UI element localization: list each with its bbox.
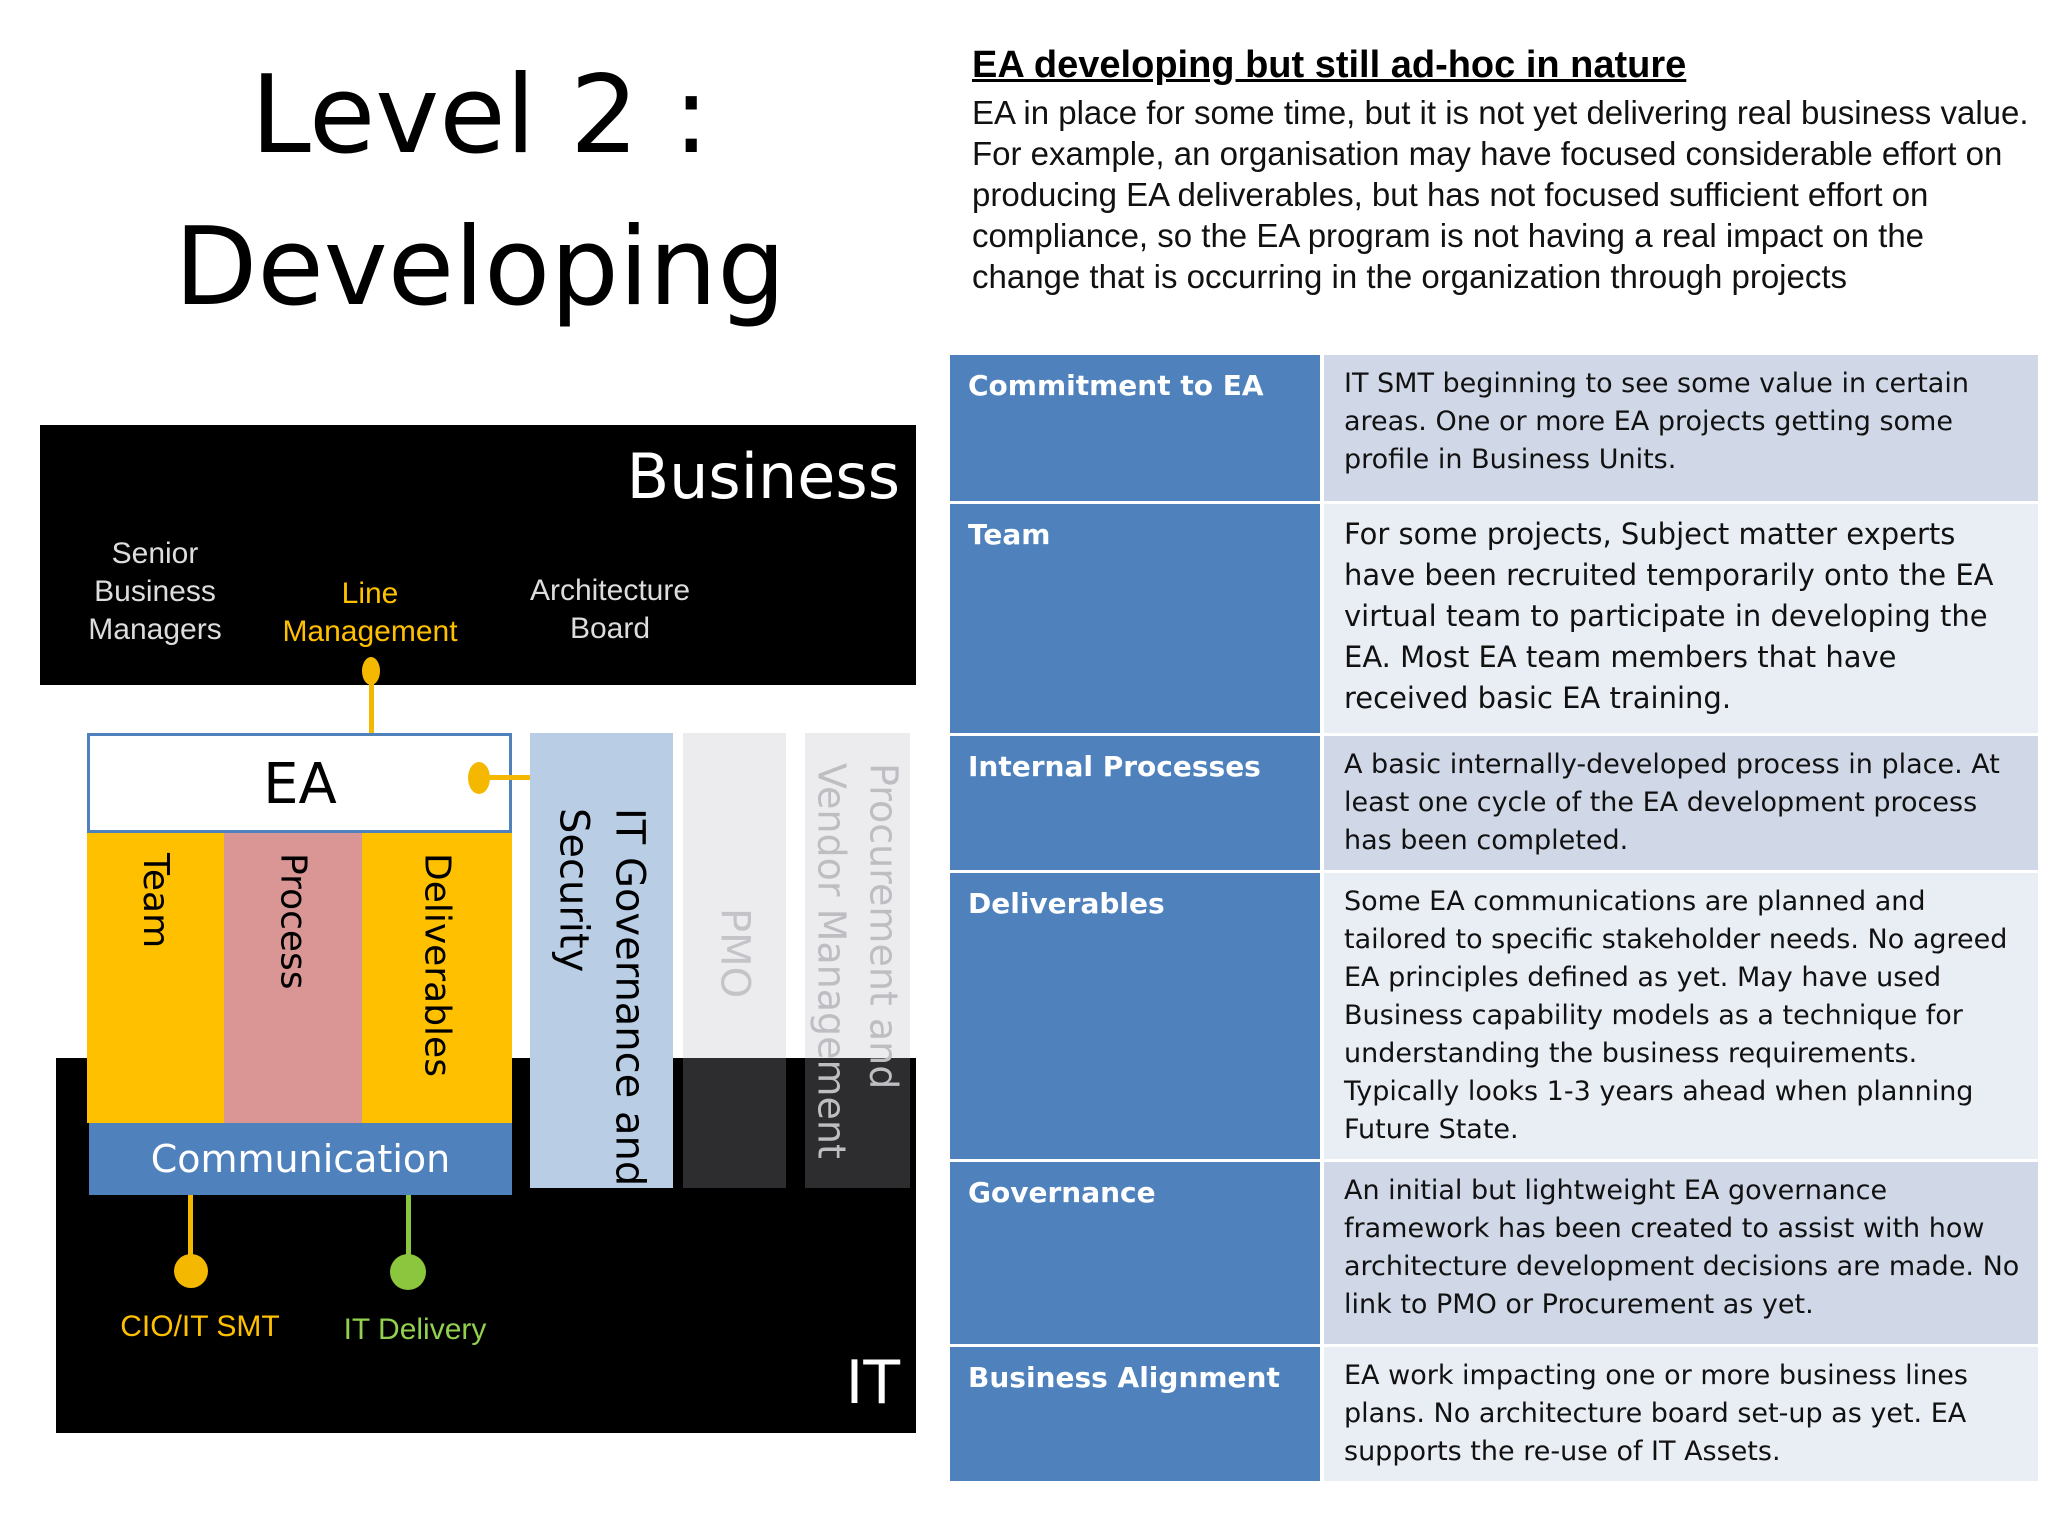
row-key: Business Alignment: [950, 1345, 1322, 1482]
row-key: Internal Processes: [950, 734, 1322, 871]
row-value: A basic internally-developed process in place. At least one cycle of the EA development process has been completed.: [1322, 734, 2038, 871]
communication-label: Communication: [150, 1137, 451, 1181]
business-label: Business: [626, 440, 900, 513]
it-delivery-connector-dot: [390, 1254, 426, 1290]
table-row: [950, 1160, 2038, 1345]
ea-label: EA: [263, 752, 337, 817]
table-row: [950, 1345, 2038, 1482]
row-value: Some EA communications are planned and tailored to specific stakeholder needs. No agreed EA principles defined as yet. May have used Business capability models as a technique for understanding the business requirements. Typically looks 1-3 years ahead when planning Future State.: [1322, 871, 2038, 1160]
line-management-label: Line Management: [282, 577, 458, 648]
cio-connector-dot: [174, 1254, 208, 1288]
process-label: Process: [272, 853, 314, 990]
row-value: EA work impacting one or more business lines plans. No architecture board set-up as yet. EA supports the re-use of IT Assets.: [1322, 1345, 2038, 1482]
table-row: [950, 502, 2038, 734]
senior-managers-label: Senior Business Managers: [88, 537, 222, 646]
pmo-label: PMO: [711, 908, 758, 999]
row-value: An initial but lightweight EA governance framework has been created to assist with how architecture development decisions are made. No link to PMO or Procurement as yet.: [1322, 1160, 2038, 1345]
row-key: Deliverables: [950, 871, 1322, 1160]
architecture-board-label: Architecture Board: [529, 574, 691, 645]
table-row: [950, 734, 2038, 871]
title-line-2: Developing: [174, 205, 786, 330]
section-heading: EA developing but still ad-hoc in nature: [972, 44, 1687, 86]
deliverables-label: Deliverables: [416, 853, 458, 1077]
line-mgmt-connector-dot: [362, 657, 380, 685]
communication-bar: [89, 1123, 512, 1195]
cio-label: CIO/IT SMT: [120, 1310, 280, 1343]
team-column: [87, 833, 224, 1123]
row-value: For some projects, Subject matter experts have been recruited temporarily onto the EA virtual team to participate in developing the EA. Most EA team members that have received basic EA training.: [1322, 502, 2038, 734]
row-key: Commitment to EA: [950, 355, 1322, 502]
section-description: EA in place for some time, but it is not yet delivering real business value. For example, an organisation may have focused considerable effort on producing EA deliverables, but has not focused sufficient effort on compliance, so the EA program is not having a real impact on the change that is occurring in the organization through projects: [972, 94, 2029, 295]
procurement-label: Procurement and Vendor Management: [809, 763, 906, 1159]
team-label: Team: [135, 853, 176, 949]
it-label: IT: [845, 1348, 900, 1418]
it-governance-label: IT Governance and Security: [550, 808, 653, 1187]
row-key: Governance: [950, 1160, 1322, 1345]
table-row: [950, 871, 2038, 1160]
it-governance-column: [530, 733, 673, 1188]
title-line-1: Level 2 :: [250, 53, 710, 178]
row-value: IT SMT beginning to see some value in certain areas. One or more EA projects getting some profile in Business Units.: [1322, 355, 2038, 502]
process-column: [224, 833, 362, 1123]
pmo-label-wrapper: [683, 733, 786, 1188]
table-row: [950, 355, 2038, 502]
deliverables-column: [362, 833, 512, 1123]
maturity-table: [950, 355, 2038, 1484]
row-key: Team: [950, 502, 1322, 734]
procurement-label-wrapper: [805, 733, 910, 1188]
ea-connector-dot-left: [468, 762, 490, 794]
page-title: [120, 40, 840, 344]
it-delivery-label: IT Delivery: [343, 1313, 487, 1346]
